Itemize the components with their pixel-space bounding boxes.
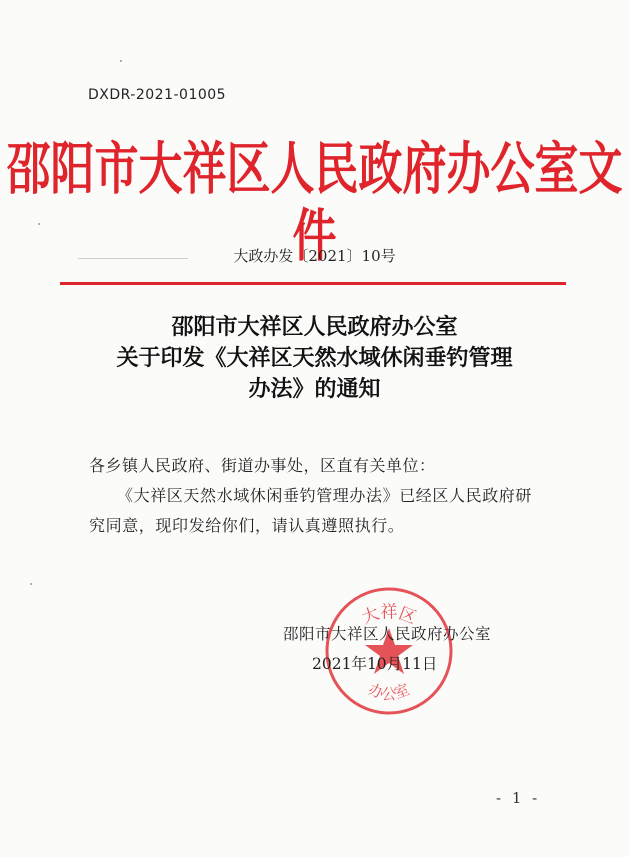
document-title: [0, 312, 629, 405]
issuer-header: 邵阳市大祥区人民政府办公室文件: [6, 137, 623, 269]
page-number: - 1 -: [496, 789, 541, 807]
seal-top-text: 大祥区: [359, 602, 419, 629]
document-number: 大政办发〔2021〕10号: [233, 247, 396, 265]
svg-text:办公室: [366, 680, 412, 703]
red-separator-rule: [60, 282, 566, 285]
title-line-2: 关于印发《大祥区天然水域休闲垂钓管理: [116, 345, 513, 371]
title-line-3: 办法》的通知: [248, 376, 381, 402]
body-line-1: 《大祥区天然水域休闲垂钓管理办法》已经区人民政府研: [117, 486, 533, 505]
document-code: DXDR-2021-01005: [88, 87, 227, 103]
body-line-2: 究同意，现印发给你们，请认真遵照执行。: [89, 516, 405, 535]
body-paragraph: [89, 481, 547, 541]
scan-speck: [38, 223, 40, 225]
seal-bottom-text: 办公室: [365, 680, 413, 703]
title-line-1: 邵阳市大祥区人民政府办公室: [171, 314, 458, 340]
scan-speck: [120, 60, 122, 62]
salutation: 各乡镇人民政府、街道办事处，区直有关单位：: [89, 456, 436, 475]
signer: 邵阳市大祥区人民政府办公室: [283, 625, 492, 643]
official-seal-icon: [320, 582, 458, 720]
scan-speck: [30, 583, 32, 585]
sign-date: 2021年10月11日: [312, 655, 438, 673]
